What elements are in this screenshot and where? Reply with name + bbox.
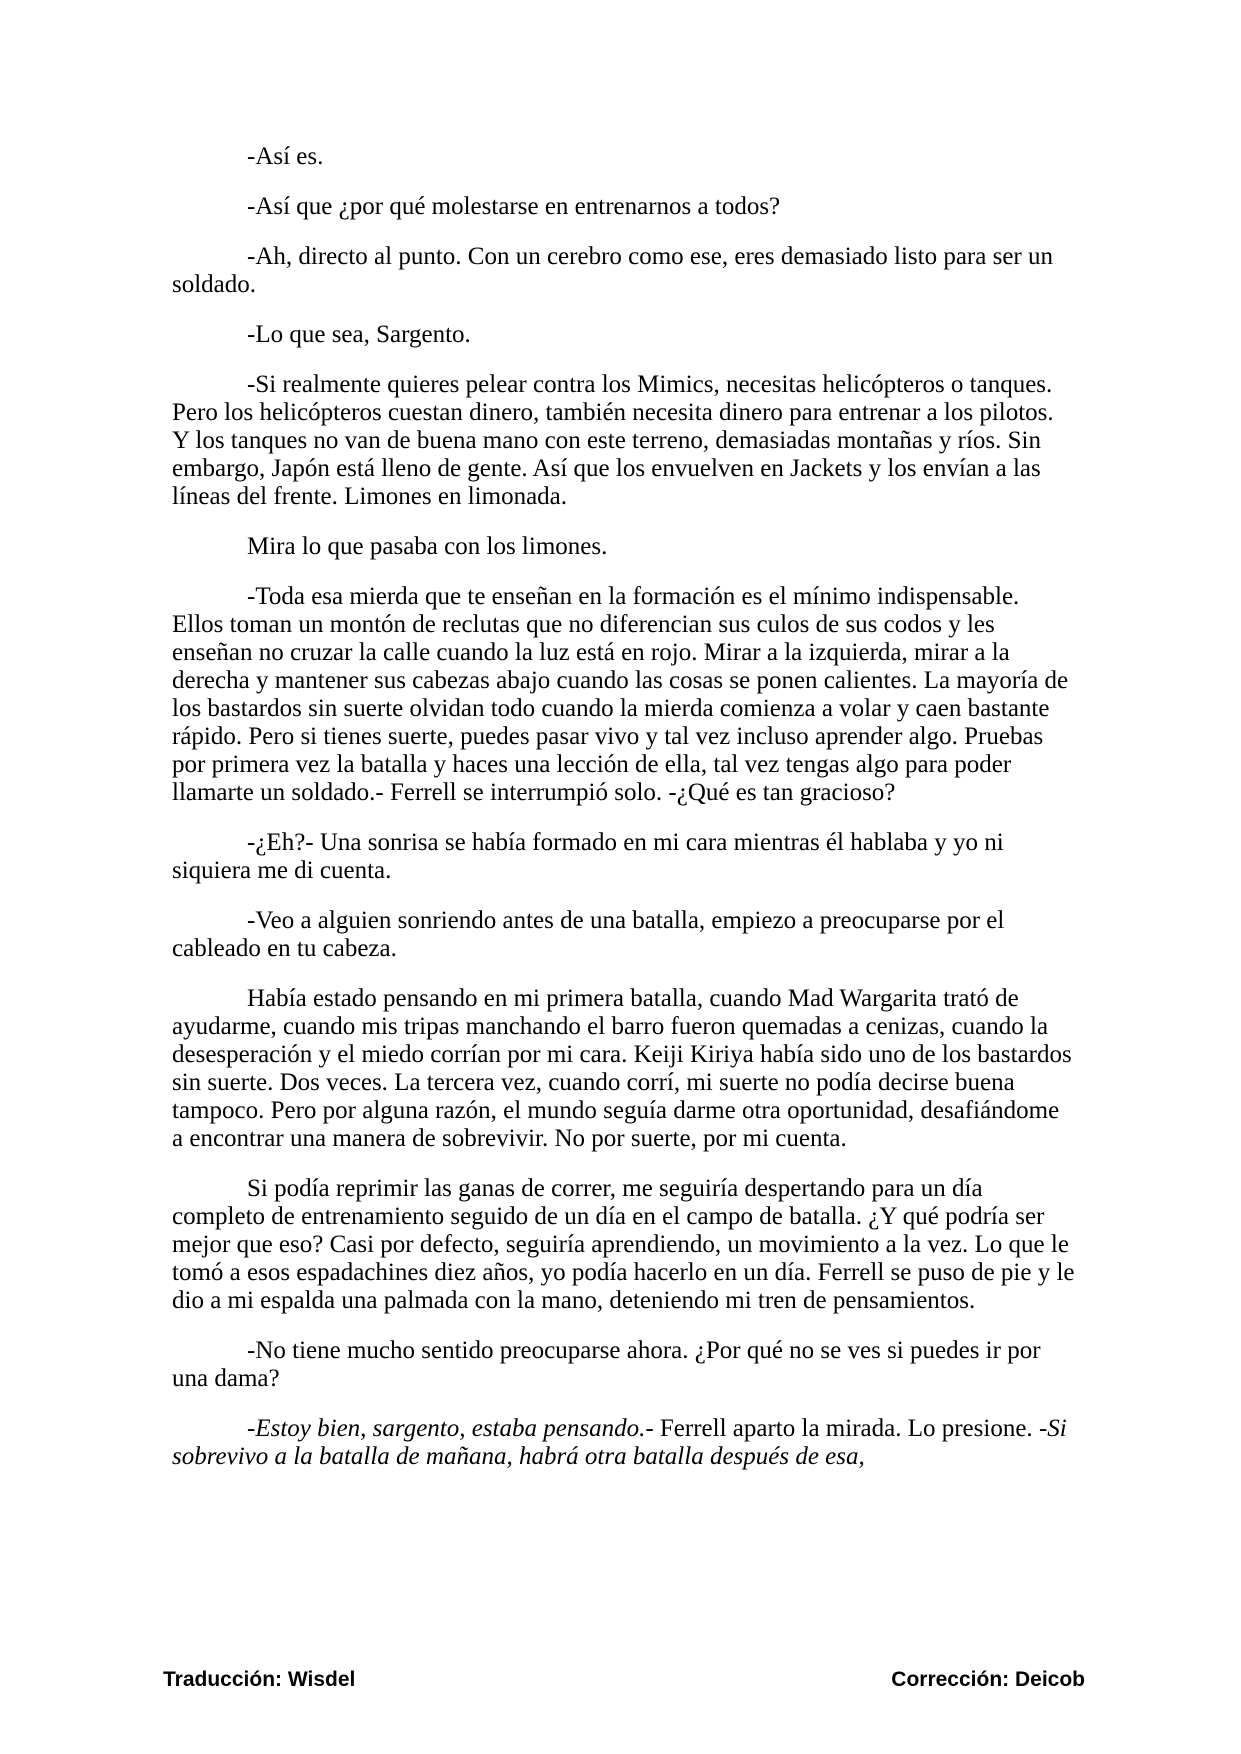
paragraph [172, 371, 1076, 511]
text-segment: Había estado pensando en mi primera batalla, cuando Mad Wargarita trató de ayudarme, cuando mis tripas manchando el barro fueron quemadas a cenizas, cuando la desesperación y el miedo corrían por mi cara. Keiji Kiriya había sido uno de los bastardos sin suerte. Dos veces. La tercera vez, cuando corrí, mi suerte no podía decirse buena tampoco. Pero por alguna razón, el mundo seguía darme otra oportunidad, desafiándome a encontrar una manera de sobrevivir. No por suerte, por mi cuenta. [172, 985, 1072, 1152]
italic-text-segment: -Estoy bien, sargento, estaba pensando.- [247, 1415, 654, 1442]
paragraph [172, 1415, 1076, 1471]
paragraph [172, 583, 1076, 807]
italic-text-segment: -Si sobrevivo a la batalla de mañana, habrá otra batalla después de esa, [172, 1415, 1067, 1470]
paragraph [172, 193, 1076, 221]
footer-correction-credit: Corrección: Deicob [891, 1668, 1085, 1691]
paragraph [172, 143, 1076, 171]
paragraph [172, 243, 1076, 299]
document-body-text [172, 143, 1076, 1493]
text-segment: -¿Eh?- Una sonrisa se había formado en mi cara mientras él hablaba y yo ni siquiera me di cuenta. [172, 829, 1004, 884]
paragraph [172, 907, 1076, 963]
text-segment: Ferrell aparto la mirada. Lo presione. [653, 1415, 1039, 1442]
text-segment: -Lo que sea, Sargento. [247, 321, 471, 348]
text-segment: -Toda esa mierda que te enseñan en la formación es el mínimo indispensable. Ellos toman un montón de reclutas que no diferencian sus culos de sus codos y les enseñan no cruzar la calle cuando la luz está en rojo. Mirar a la izquierda, mirar a la derecha y mantener sus cabezas abajo cuando las cosas se ponen calientes. La mayoría de los bastardos sin suerte olvidan todo cuando la mierda comienza a volar y caen bastante rápido. Pero si tienes suerte, puedes pasar vivo y tal vez incluso aprender algo. Pruebas por primera vez la batalla y haces una lección de ella, tal vez tengas algo para poder llamarte un soldado.- Ferrell se interrumpió solo. -¿Qué es tan gracioso? [172, 583, 1069, 806]
paragraph [172, 985, 1076, 1153]
text-segment: -Así que ¿por qué molestarse en entrenarnos a todos? [247, 193, 781, 220]
text-segment: Mira lo que pasaba con los limones. [247, 533, 608, 560]
text-segment: -Así es. [247, 143, 324, 170]
paragraph [172, 321, 1076, 349]
page-footer [163, 1668, 1085, 1692]
paragraph [172, 829, 1076, 885]
paragraph [172, 533, 1076, 561]
paragraph [172, 1175, 1076, 1315]
text-segment: -No tiene mucho sentido preocuparse ahora. ¿Por qué no se ves si puedes ir por una dama? [172, 1337, 1041, 1392]
text-segment: -Si realmente quieres pelear contra los Mimics, necesitas helicópteros o tanques. Pero los helicópteros cuestan dinero, también necesita dinero para entrenar a los pilotos. Y los tanques no van de buena mano con este terreno, demasiadas montañas y ríos. Sin embargo, Japón está lleno de gente. Así que los envuelven en Jackets y los envían a las líneas del frente. Limones en limonada. [172, 371, 1054, 510]
text-segment: -Veo a alguien sonriendo antes de una batalla, empiezo a preocuparse por el cableado en tu cabeza. [172, 907, 1005, 962]
text-segment: -Ah, directo al punto. Con un cerebro como ese, eres demasiado listo para ser un soldado. [172, 243, 1053, 298]
text-segment: Si podía reprimir las ganas de correr, me seguiría despertando para un día completo de entrenamiento seguido de un día en el campo de batalla. ¿Y qué podría ser mejor que eso? Casi por defecto, seguiría aprendiendo, un movimiento a la vez. Lo que le tomó a esos espadachines diez años, yo podía hacerlo en un día. Ferrell se puso de pie y le dio a mi espalda una palmada con la mano, deteniendo mi tren de pensamientos. [172, 1175, 1075, 1314]
paragraph [172, 1337, 1076, 1393]
footer-translation-credit: Traducción: Wisdel [163, 1668, 356, 1691]
